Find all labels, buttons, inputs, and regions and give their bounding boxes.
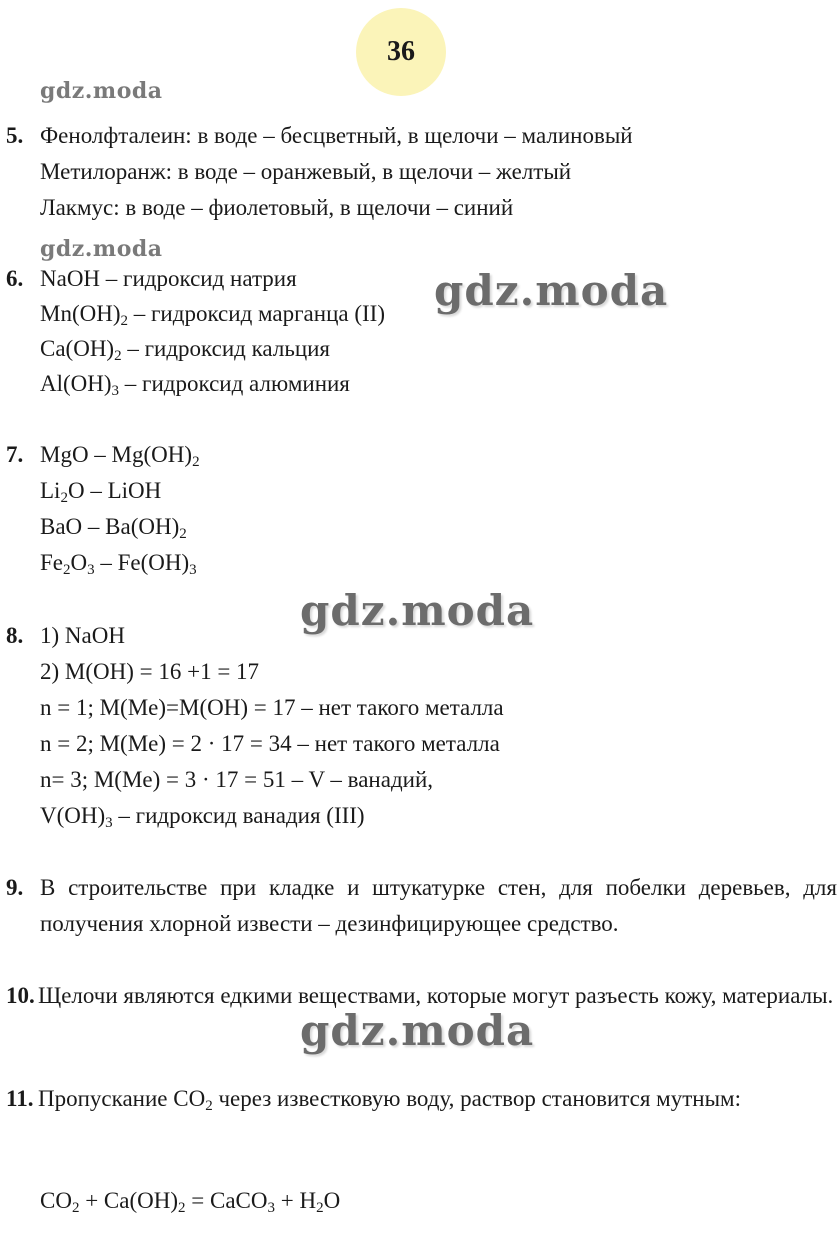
answer-8-line-5: n= 3; M(Me) = 3 · 17 = 51 – V – ванадий, (40, 767, 434, 792)
page-number: 36 (387, 36, 415, 67)
answer-8-line-4: n = 2; M(Me) = 2 · 17 = 34 – нет такого металла (40, 731, 500, 756)
answer-6-line-2: $Mn(OH)_2$ – гидроксид марганца (II) (40, 301, 385, 329)
answer-9-text: В строительстве при кладке и штукатурке стен, для побелки деревьев, для получения хлорной извести – дезинфицирующее средство. (40, 875, 837, 936)
answer-7-line-1: MgO – $Mg(OH)_2$ (40, 442, 200, 470)
item-number: 8. (6, 623, 24, 648)
answer-8-line-1: 1) NaOH (40, 623, 125, 648)
item-number: 11. (6, 1086, 34, 1111)
answer-8-line-2: 2) M(OH) = 16 +1 = 17 (40, 659, 260, 684)
watermark-small-2: gdz.moda (40, 236, 163, 262)
answer-7-line-2: $Li_2O$ – LiOH (40, 478, 162, 506)
item-number: 9. (6, 875, 24, 900)
answer-8-line-6: $V(OH)_3$ – гидроксид ванадия (III) (40, 803, 365, 831)
answer-11-text: Пропускание $CO_2$ через известковую воду, раствор становится мутным: (38, 1086, 741, 1114)
item-number: 7. (6, 442, 24, 467)
answer-5-line-3: Лакмус: в воде – фиолетовый, в щелочи – синий (40, 195, 514, 220)
answer-6-line-3: $Ca(OH)_2$ – гидроксид кальция (40, 336, 331, 364)
answer-7-line-4: $Fe_2O_3 - Fe(OH)_3$ (40, 550, 197, 578)
answer-5-line-1: Фенолфталеин: в воде – бесцветный, в щелочи – малиновый (40, 123, 633, 148)
answer-11-equation: $CO_2 + Ca(OH)_2$ = CaCO$_3$ + $H_2O$ (40, 1188, 341, 1216)
answer-8-line-3: n = 1; M(Me)=M(OH) = 17 – нет такого металла (40, 695, 504, 720)
answer-6-line-1: NaOH – гидроксид натрия (40, 266, 297, 291)
watermark-large-1: gdz.moda (434, 266, 669, 315)
item-number: 6. (6, 266, 24, 291)
answer-5-line-2: Метилоранж: в воде – оранжевый, в щелочи – желтый (40, 159, 572, 184)
answer-7-line-3: BaO – $Ba(OH)_2$ (40, 514, 187, 542)
answer-6-line-4: $Al(OH)_3$ – гидроксид алюминия (40, 371, 350, 399)
watermark-large-2: gdz.moda (300, 586, 535, 635)
watermark-small-1: gdz.moda (40, 78, 163, 104)
item-number: 10. (6, 983, 35, 1008)
answer-10-text: Щелочи являются едкими веществами, которые могут разъесть кожу, материалы. (38, 983, 834, 1008)
page-number-badge (356, 8, 446, 96)
item-number: 5. (6, 123, 24, 148)
watermark-large-3: gdz.moda (300, 1006, 535, 1055)
